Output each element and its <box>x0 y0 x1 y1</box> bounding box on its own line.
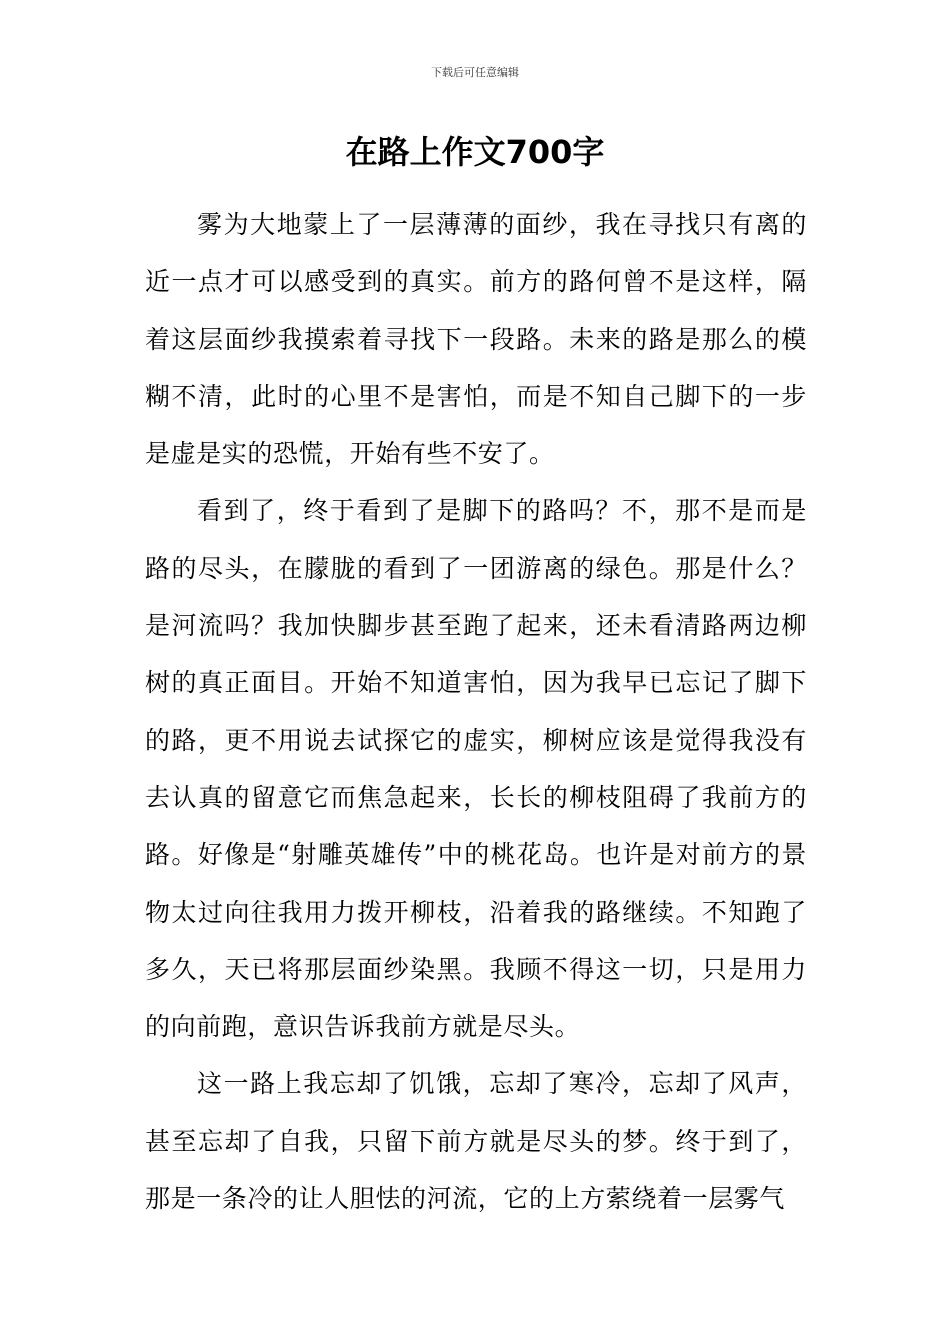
document-body <box>145 196 807 1227</box>
paragraph-2: 看到了，终于看到了是脚下的路吗？不，那不是而是路的尽头，在朦胧的看到了一团游离的绿色。那是什么？是河流吗？我加快脚步甚至跑了起来，还未看清路两边柳树的真正面目。开始不知道害怕，因为我早已忘记了脚下的路，更不用说去试探它的虚实，柳树应该是觉得我没有去认真的留意它而焦急起来，长长的柳枝阻碍了我前方的路。好像是“射雕英雄传”中的桃花岛。也许是对前方的景物太过向往我用力拨开柳枝，沿着我的路继续。不知跑了多久，天已将那层面纱染黑。我顾不得这一切，只是用力的向前跑，意识告诉我前方就是尽头。 <box>145 496 807 1042</box>
header-note: 下载后可任意编辑 <box>431 66 519 79</box>
paragraph-3: 这一路上我忘却了饥饿，忘却了寒冷，忘却了风声，甚至忘却了自我，只留下前方就是尽头的梦。终于到了，那是一条冷的让人胆怯的河流，它的上方萦绕着一层雾气 <box>145 1069 807 1214</box>
document-title: 在路上作文700字 <box>345 133 605 171</box>
paragraph-1: 雾为大地蒙上了一层薄薄的面纱，我在寻找只有离的近一点才可以感受到的真实。前方的路何曾不是这样，隔着这层面纱我摸索着寻找下一段路。未来的路是那么的模糊不清，此时的心里不是害怕，而是不知自己脚下的一步是虚是实的恐慌，开始有些不安了。 <box>145 210 807 469</box>
